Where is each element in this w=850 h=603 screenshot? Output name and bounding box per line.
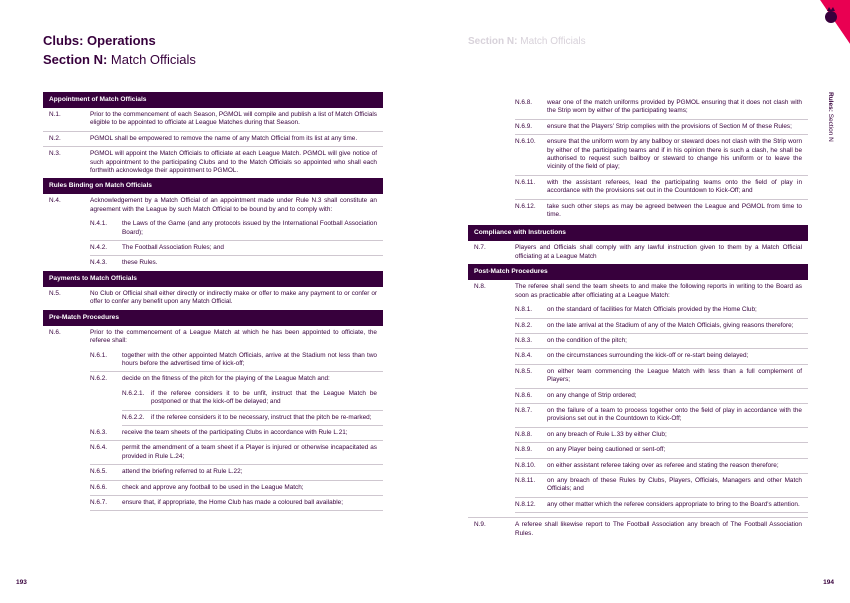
rule-n7: N.7. Players and Officials shall comply with any lawful instruction given to them by a Match Official officiating at a League Match [474, 244, 802, 260]
rule-n8-11: N.8.11. on any breach of these Rules by Clubs, Players, Officials, Managers and other Match Officials; and [515, 474, 808, 498]
section-header: Pre-Match Procedures [43, 310, 383, 326]
rule-n6-8: N.6.8. wear one of the match uniforms provided by PGMOL ensuring that it does not clash with the Strip worn by either of the participating teams; [515, 96, 808, 120]
side-tab: Rules: Section N [827, 92, 834, 142]
rule-n6-9: N.6.9. ensure that the Players' Strip complies with the provisions of Section M of these Rules; [515, 120, 808, 135]
running-header: Section N: Match Officials [468, 36, 586, 47]
rule-n6-3: N.6.3. receive the team sheets of the participating Clubs in accordance with Rule L.21; [90, 426, 383, 441]
rule-n8-3: N.8.3. on the condition of the pitch; [515, 334, 808, 349]
section-title: Section N: Match Officials [43, 52, 196, 67]
rule-n8-6: N.8.6. on any change of Strip ordered; [515, 389, 808, 404]
rule-n6-7: N.6.7. ensure that, if appropriate, the Home Club has made a coloured ball available; [90, 496, 383, 511]
rule-n6-2-1: N.6.2.1. if the referee considers it to be unfit, instruct that the League Match be postponed or that the kick-off be delayed; and [122, 387, 383, 411]
rule-n8-2: N.8.2. on the late arrival at the Stadium of any of the Match Officials, giving reasons therefore; [515, 319, 808, 334]
rule-n8-5: N.8.5. on either team commencing the League Match with less than a full complement of Players; [515, 365, 808, 389]
section-header: Payments to Match Officials [43, 271, 383, 287]
rule-n6-2: N.6.2. decide on the fitness of the pitch for the playing of the League Match and: [90, 375, 330, 383]
rule-n8-4: N.8.4. on the circumstances surrounding the kick-off or re-start being delayed; [515, 349, 808, 364]
rule-n6: N.6. Prior to the commencement of a League Match at which he has been appointed to officiate, the referee shall: [49, 328, 377, 345]
page-number-left: 193 [16, 579, 27, 586]
rule-n8-12: N.8.12. any other matter which the referee considers appropriate to bring to the Board's attention. [515, 498, 808, 513]
rule-n6-5: N.6.5. attend the briefing referred to at Rule L.22; [90, 465, 383, 480]
right-column [468, 96, 808, 541]
rule-n8-10: N.8.10. on either assistant referee taking over as referee and stating the reason therefore; [515, 459, 808, 474]
section-header: Appointment of Match Officials [43, 92, 383, 108]
document-title: Clubs: Operations [43, 33, 156, 48]
rule-n6-2-2: N.6.2.2. if the referee considers it to be necessary, instruct that the pitch be re-marked; [122, 411, 383, 426]
rule-n8-1: N.8.1. on the standard of facilities for Match Officials provided by the Home Club; [515, 303, 808, 318]
rule-n1: N.1. Prior to the commencement of each Season, PGMOL will compile and publish a list of Match Officials eligible to be appointed to officiate at League Matches during that Season. [43, 108, 383, 132]
rule-n8-8: N.8.8. on any breach of Rule L.33 by either Club; [515, 428, 808, 443]
rule-n6-10: N.6.10. ensure that the uniform worn by any ballboy or steward does not clash with the Strip worn by either of the participating teams and if in his opinion there is such a clash, he shall be authorised to request such ballboy or steward to change his uniform or to leave the vicinity of the field of play; [515, 135, 808, 176]
rule-n6-1: N.6.1. together with the other appointed Match Officials, arrive at the Stadium not less than two hours before the advertised time of kick-off; [90, 349, 383, 373]
rule-n4-3: N.4.3. these Rules. [90, 259, 158, 267]
rule-n4: N.4. Acknowledgement by a Match Official of an appointment made under Rule N.3 shall constitute an agreement with the League by such Match Official to be bound by and to comply with: [49, 197, 377, 213]
lion-logo-icon [800, 0, 850, 50]
page-number-right: 194 [823, 579, 834, 586]
rule-n5: N.5. No Club or Official shall either directly or indirectly make or offer to make any payment to or confer or offer to confer any benefit upon any Match Official. [49, 289, 377, 306]
rule-n4-2: N.4.2. The Football Association Rules; and [90, 241, 383, 256]
rule-n6-4: N.6.4. permit the amendment of a team sheet if a Player is injured or otherwise incapacitated as provided in Rule L.24; [90, 441, 383, 465]
rule-n6-11: N.6.11. with the assistant referees, lead the participating teams onto the field of play in accordance with the provisions set out in the Countdown to Kick-Off; and [515, 176, 808, 200]
rule-n3: N.3. PGMOL will appoint the Match Officials to officiate at each League Match. PGMOL will give notice of such appointment to the participating Clubs and to the Match Officials so appointed who shall each forthwith acknowledge their appointment to PGMOL. [49, 150, 377, 175]
section-header: Compliance with Instructions [468, 225, 808, 241]
section-header: Rules Binding on Match Officials [43, 178, 383, 194]
left-column [43, 92, 383, 511]
rule-n6-6: N.6.6. check and approve any football to be used in the League Match; [90, 481, 383, 496]
rule-n4-1: N.4.1. the Laws of the Game (and any protocols issued by the International Football Association Board); [90, 217, 383, 241]
rule-n2: N.2. PGMOL shall be empowered to remove the name of any Match Official from its list at any time. [43, 132, 383, 147]
rule-n8: N.8. The referee shall send the team sheets to and make the following reports in writing to the Board as soon as practicable after officiating at a League Match: [474, 283, 802, 299]
section-header: Post-Match Procedures [468, 264, 808, 280]
rule-n6-12: N.6.12. take such other steps as may be agreed between the League and PGMOL from time to time. [515, 202, 802, 219]
rule-n9: N.9. A referee shall likewise report to The Football Association any breach of The Football Association Rules. [468, 517, 808, 541]
rule-n8-7: N.8.7. on the failure of a team to process together onto the field of play in accordance with the provisions set out in the Countdown to Kick-Off; [515, 404, 808, 428]
rule-n8-9: N.8.9. on any Player being cautioned or sent-off; [515, 443, 808, 458]
